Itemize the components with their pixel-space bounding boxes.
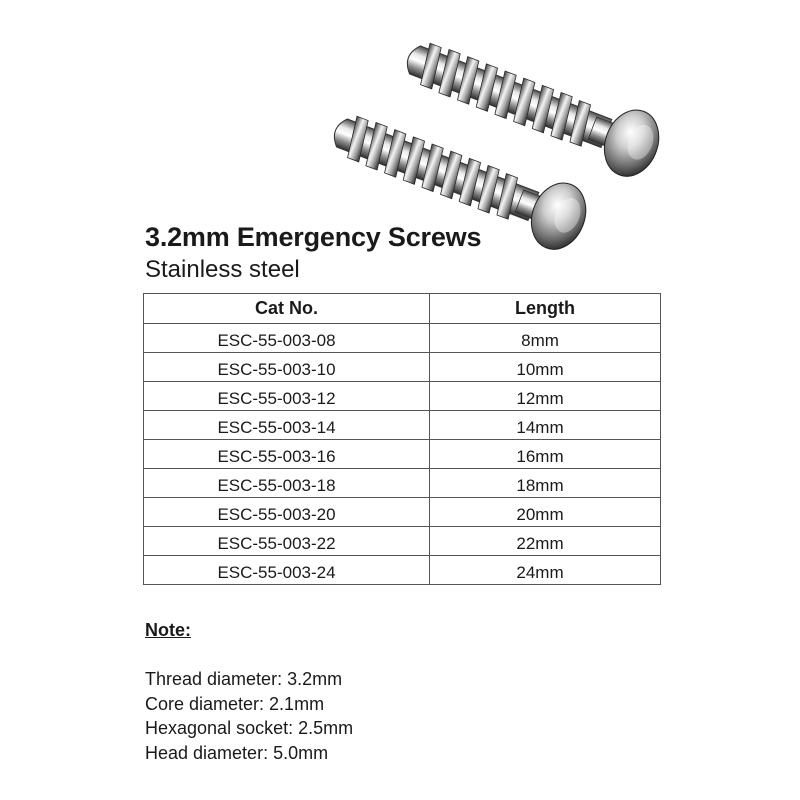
cat-no-text: ESC-55-003-08 — [217, 331, 336, 350]
table-row — [144, 469, 661, 498]
length-cell — [430, 440, 661, 469]
cat-no-cell — [144, 382, 430, 411]
cat-no-text: ESC-55-003-22 — [217, 534, 336, 553]
cat-no-cell — [144, 440, 430, 469]
length-cell — [430, 498, 661, 527]
cat-no-cell — [144, 498, 430, 527]
length-text: 18mm — [516, 476, 564, 495]
cat-no-cell — [144, 411, 430, 440]
table-row — [144, 556, 661, 585]
cat-no-text: ESC-55-003-16 — [217, 447, 336, 466]
table-row — [144, 527, 661, 556]
cat-no-text: ESC-55-003-12 — [217, 389, 336, 408]
table-row — [144, 498, 661, 527]
length-text: 22mm — [516, 534, 564, 553]
length-cell — [430, 382, 661, 411]
note-item: Core diameter: 2.1mm — [145, 693, 325, 714]
cat-no-cell — [144, 324, 430, 353]
note-item: Hexagonal socket: 2.5mm — [145, 718, 354, 738]
product-title: 3.2mm Emergency Screws — [145, 222, 482, 252]
length-text: 20mm — [516, 505, 564, 524]
length-cell — [430, 411, 661, 440]
note-item: Head diameter: 5.0mm — [145, 742, 329, 763]
cat-no-text: ESC-55-003-10 — [217, 360, 336, 379]
specifications-table — [143, 293, 661, 585]
note-item: Thread diameter: 3.2mm — [145, 669, 343, 689]
table-row — [144, 440, 661, 469]
length-cell — [430, 353, 661, 382]
length-text: 14mm — [516, 418, 564, 437]
length-text: 12mm — [516, 389, 564, 408]
length-text: 8mm — [521, 331, 559, 350]
length-header: Length — [430, 294, 661, 324]
length-cell — [430, 324, 661, 353]
note-list — [145, 667, 353, 765]
cat-no-text: ESC-55-003-18 — [217, 476, 336, 495]
length-cell — [430, 527, 661, 556]
length-cell — [430, 556, 661, 585]
table-row — [144, 353, 661, 382]
length-cell — [430, 469, 661, 498]
cat-no-text: ESC-55-003-20 — [217, 505, 336, 524]
note-heading: Note: — [145, 620, 191, 640]
length-text: 24mm — [516, 563, 564, 582]
cat-no-cell — [144, 527, 430, 556]
product-material: Stainless steel — [145, 256, 300, 283]
table-header-row — [144, 294, 661, 324]
length-text: 16mm — [516, 447, 564, 466]
cat-no-cell — [144, 556, 430, 585]
table-row — [144, 411, 661, 440]
table-row — [144, 324, 661, 353]
table-row — [144, 382, 661, 411]
cat-no-cell — [144, 353, 430, 382]
cat-no-cell — [144, 469, 430, 498]
cat-no-text: ESC-55-003-14 — [217, 418, 336, 437]
length-text: 10mm — [516, 360, 564, 379]
cat-no-text: ESC-55-003-24 — [217, 563, 336, 582]
cat-no-header: Cat No. — [144, 294, 430, 324]
